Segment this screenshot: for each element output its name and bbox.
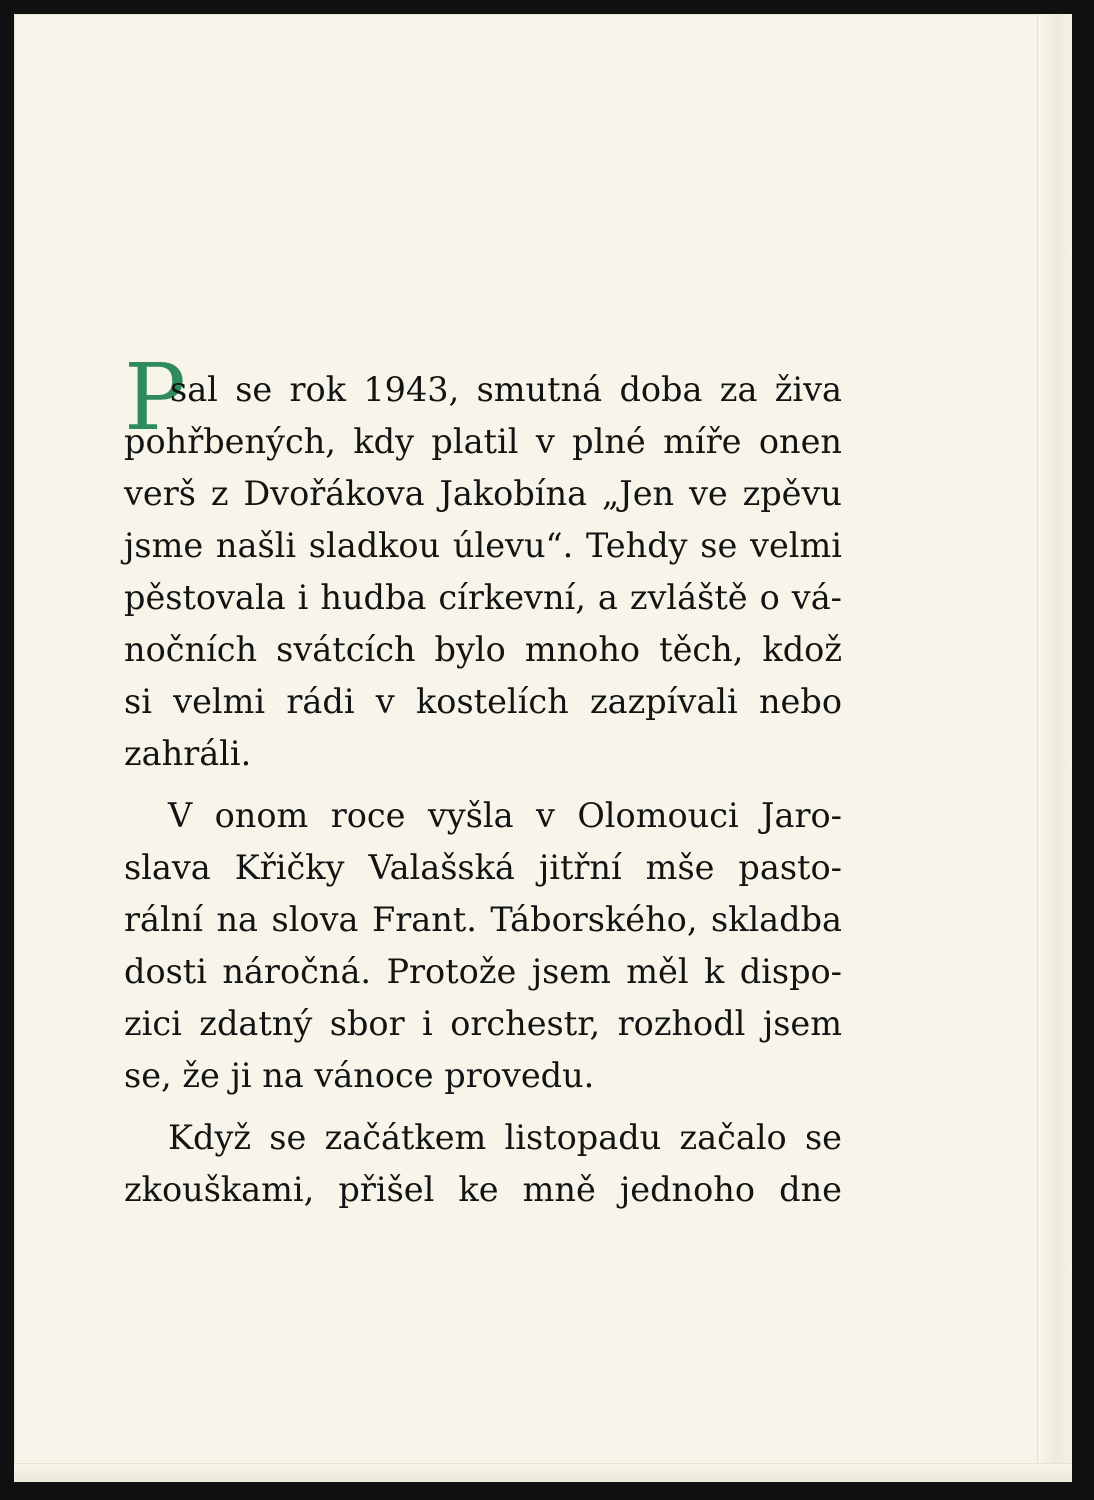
text-line: nočních svátcích bylo mnoho těch, kdož xyxy=(124,630,842,669)
text-line: verš z Dvořákova Jakobína „Jen ve zpěvu xyxy=(124,474,842,513)
text-line: jsme našli sladkou úlevu“. Tehdy se velmi xyxy=(124,526,842,565)
drop-cap-initial: P xyxy=(124,344,186,451)
paragraph-1 xyxy=(124,364,842,780)
text-line: pohřbených, kdy platil v plné míře onen xyxy=(124,422,842,461)
text-line: zkouškami, přišel ke mně jednoho dne xyxy=(124,1170,842,1209)
text-line: zici zdatný sbor i orchestr, rozhodl jsem xyxy=(124,1004,842,1043)
paragraph-spacing xyxy=(124,1102,842,1112)
paragraph-2 xyxy=(124,790,842,1102)
text-line: dosti náročná. Protože jsem měl k dispo- xyxy=(124,952,842,991)
text-line: rální na slova Frant. Táborského, skladba xyxy=(124,900,842,939)
body-text xyxy=(124,364,842,1216)
text-line: slava Křičky Valašská jitřní mše pasto- xyxy=(124,848,842,887)
text-line: V onom roce vyšla v Olomouci Jaro- xyxy=(168,796,842,835)
text-line: Když se začátkem listopadu začalo se xyxy=(168,1118,842,1157)
text-line: se, že ji na vánoce provedu. xyxy=(124,1056,595,1095)
text-line: sal se rok 1943, smutná doba za živa xyxy=(170,370,842,409)
text-line: pěstovala i hudba církevní, a zvláště o vá- xyxy=(124,578,842,617)
page-edge xyxy=(1037,14,1072,1482)
paragraph-spacing xyxy=(124,780,842,790)
paragraph-3 xyxy=(124,1112,842,1216)
text-line: si velmi rádi v kostelích zazpívali nebo xyxy=(124,682,842,721)
text-line: zahráli. xyxy=(124,734,252,773)
page-bottom-edge xyxy=(14,1463,1072,1482)
